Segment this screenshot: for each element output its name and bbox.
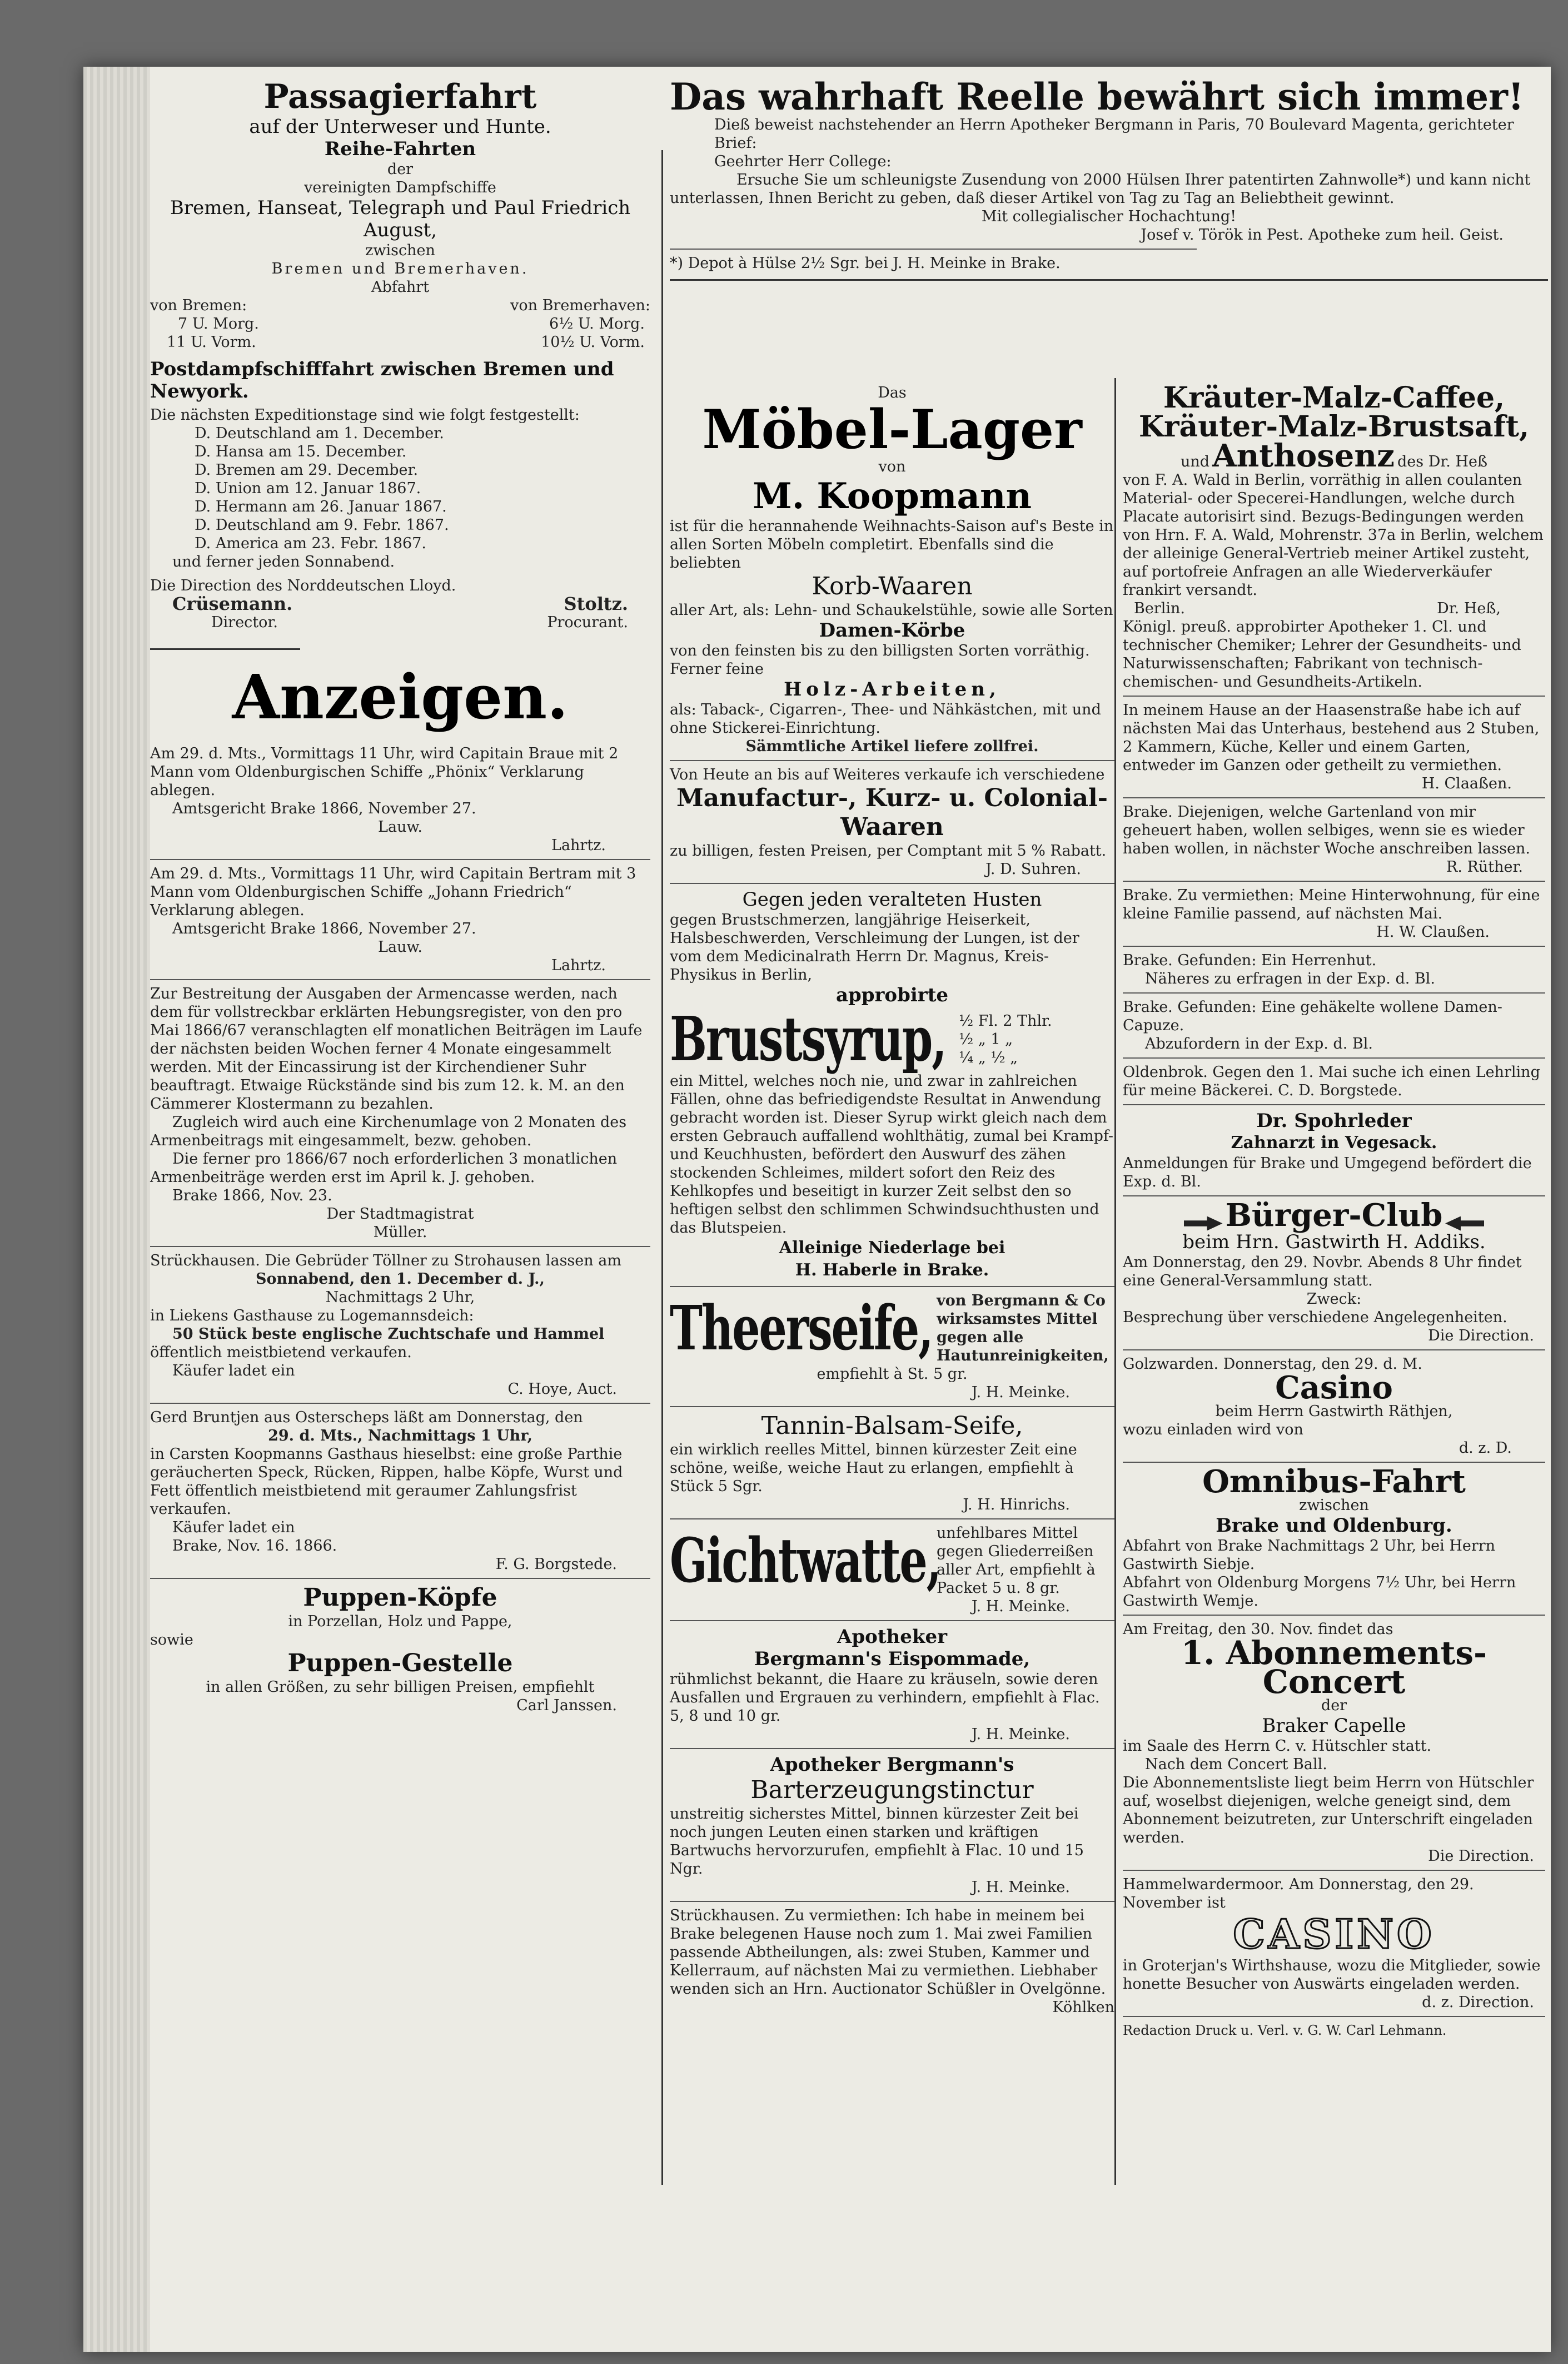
imprint: Redaction Druck u. Verl. v. G. W. Carl Lehmann. [1123, 2022, 1447, 2038]
bart-title: Barterzeugungstinctur [750, 1776, 1034, 1804]
kraeuter-text: Königl. preuß. approbirter Apotheker 1. Cl. und technischer Chemiker; Lehrer der Gesundheits- und Naturwissenschaften; Fabrikant von technisch-chemischen- und Gesundheits-Artikeln. [1123, 618, 1521, 691]
name: Lauw. [378, 938, 422, 956]
name: R. Rüther. [1446, 858, 1523, 876]
text-der: der [1321, 1696, 1347, 1714]
divider [670, 1901, 1114, 1902]
name: Carl Janssen. [516, 1697, 617, 1714]
brake-oldenburg: Brake und Oldenburg. [1216, 1514, 1452, 1537]
text-das: Das [878, 384, 907, 401]
notice-speck: Gerd Bruntjen aus Osterscheps läßt am Donnerstag, den [150, 1409, 583, 1426]
tannin-title: Tannin-Balsam-Seife, [761, 1412, 1023, 1440]
anthosenz-row [1123, 438, 1545, 474]
suhren-text: zu billigen, festen Preisen, per Comptant mit 5 % Rabatt. [670, 842, 1107, 860]
auction-text: Käufer ladet ein [172, 1519, 295, 1536]
banner-text: Ersuche Sie um schleunigste Zusendung von 2000 Hülsen Ihrer patentirten Zahnwolle*) und kann nicht unterlassen, Ihnen Bericht zu geben, daß dieser Artikel von Tag zu Tag an Beliebtheit gewinnt. [670, 171, 1531, 207]
divider [670, 1286, 1114, 1287]
divider [670, 1620, 1114, 1621]
text-der: der [387, 161, 414, 178]
name: J. H. Meinke. [971, 1598, 1070, 1615]
notice-armencasse: Zur Bestreitung der Ausgaben der Armencasse werden, nach dem für vollstreckbar erklärten Hebungsregister, von den pro Mai 1866/67 veranschlagten elf monatlichen Beiträgen im Laufe der nächsten beiden Wochen ferner 4 Monate eingesammelt werden. Mit der Eincassirung ist der Kirchendiener Suhr beauftragt. Etwaige Rückstände sind bis zum 12. k. M. an den Cämmerer Klostermann zu bezahlen. [150, 985, 643, 1113]
brustsyrup-title: Brustsyrup, [670, 1003, 946, 1075]
addiks: beim Hrn. Gastwirth H. Addiks. [1182, 1230, 1486, 1253]
theerseife-row [670, 1292, 1114, 1365]
zollfrei: Sämmtliche Artikel liefere zollfrei. [745, 738, 1039, 755]
banner-text: Geehrter Herr College: [714, 153, 892, 170]
court-line: Amtsgericht Brake 1866, November 27. [172, 920, 476, 937]
name: d. z. D. [1459, 1439, 1512, 1457]
omnibus-text: Abfahrt von Oldenburg Morgens 7½ Uhr, bei Herrn Gastwirth Wemje. [1123, 1573, 1516, 1610]
text-zwischen: zwischen [1299, 1496, 1369, 1514]
moebel-text: von den feinsten bis zu den billigsten Sorten vorräthig. Ferner feine [670, 642, 1090, 678]
vermiethen-text: Brake. Zu vermiethen: Meine Hinterwohnung, für eine kleine Familie passend, auf nächsten Mai. [1123, 887, 1540, 922]
name: H. Claaßen. [1421, 775, 1512, 792]
theerseife-price: empfiehlt à St. 5 gr. [817, 1365, 968, 1383]
divider [670, 279, 1548, 281]
casino-text: Hammelwardermoor. Am Donnerstag, den 29. November ist [1123, 1875, 1474, 1911]
list-item: D. Bremen am 29. December. [195, 461, 419, 479]
brustsyrup-row [670, 1003, 1114, 1075]
divider [1123, 1870, 1545, 1871]
puppen-title: Puppen-Köpfe [303, 1583, 497, 1612]
price: ½ Fl. 2 Thlr. [959, 1012, 1052, 1030]
signature: Crüsemann. [172, 593, 293, 614]
name: J. H. Meinke. [971, 1879, 1070, 1896]
name: Der Stadtmagistrat [326, 1205, 474, 1223]
gichtwatte-text: unfehlbares Mittel gegen Gliederreißen aller Art, empfiehlt à Packet 5 u. 8 gr. [937, 1524, 1096, 1597]
column-rule [661, 150, 663, 2185]
divider [150, 1578, 650, 1579]
braker-capelle: Braker Capelle [1262, 1714, 1406, 1737]
time: 11 U. Vorm. [167, 334, 256, 351]
list-item: D. Deutschland am 9. Febr. 1867. [195, 516, 449, 534]
moebel-text: als: Taback-, Cigarren-, Thee- und Nähkästchen, mit und ohne Stickerei-Einrichtung. [670, 701, 1101, 737]
right-column [1123, 381, 1545, 2040]
name: F. G. Borgstede. [495, 1556, 617, 1573]
omnibus-text: Abfahrt von Brake Nachmittags 2 Uhr, bei Herrn Gastwirth Siebje. [1123, 1537, 1496, 1573]
divider [1123, 696, 1545, 697]
name: Köhlken [1052, 1999, 1114, 2016]
gefunden-text: Brake. Gefunden: Ein Herrenhut. [1123, 952, 1377, 969]
column-rule [1114, 378, 1116, 2185]
signatures [150, 595, 650, 613]
divider [1123, 992, 1545, 994]
divider [670, 1518, 1114, 1519]
auction-date: Sonnabend, den 1. December d. J., [256, 1270, 545, 1288]
divider [670, 1748, 1114, 1749]
text-cities: Bremen und Bremerhaven. [271, 260, 529, 277]
gichtwatte-title: Gichtwatte, [670, 1524, 940, 1596]
vermiethen-text: Strückhausen. Zu vermiethen: Ich habe in meinem bei Brake belegenen Hause noch zum 1. Mai zwei Familien passende Abtheilungen, als: zwei Stuben, Kammer und Kellerraum, auf nächsten Mai zu vermiethen. Liebhaber wenden sich an Hrn. Auctionator Schüßler in Ovelgönne. [670, 1907, 1106, 1998]
gefunden-text: Brake. Gefunden: Eine gehäkelte wollene Damen-Capuze. [1123, 999, 1502, 1034]
name: H. W. Claußen. [1376, 923, 1490, 941]
casino-text: wozu einladen wird von [1123, 1421, 1303, 1438]
post-intro: Die nächsten Expeditionstage sind wie folgt festgestellt: [150, 406, 580, 424]
divider [150, 1403, 650, 1404]
banner-text: Josef v. Török in Pest. Apotheke zum heil. Geist. [1141, 226, 1504, 244]
text-zwischen: zwischen [365, 242, 435, 259]
name: Die Direction. [1428, 1847, 1534, 1865]
auction-text: in Carsten Koopmanns Gasthaus hieselbst: eine große Parthie geräucherten Speck, Rücken, Rippen, halbe Köpfe, Wurst und Fett öffentlich meistbietend mit geraumer Zahlungsfrist verkaufen. [150, 1446, 623, 1518]
reihe-fahrten: Reihe-Fahrten [324, 138, 476, 160]
divider [1123, 1349, 1545, 1350]
zahnarzt: Zahnarzt in Vegesack. [1231, 1133, 1437, 1153]
tannin-text: ein wirklich reelles Mittel, binnen kürzester Zeit eine schöne, weiße, weiche Haut zu erlangen, empfiehlt à Stück 5 Sgr. [670, 1441, 1077, 1495]
court-line: Amtsgericht Brake 1866, November 27. [172, 800, 476, 817]
divider [1123, 797, 1545, 798]
gestelle-title: Puppen-Gestelle [287, 1649, 513, 1677]
banner-text: Mit collegialischer Hochachtung! [981, 208, 1237, 225]
concert-title: 1. Abonnements-Concert [1181, 1633, 1487, 1701]
gefunden-text: Näheres zu erfragen in der Exp. d. Bl. [1145, 970, 1435, 987]
col-bremerhaven: von Bremerhaven: [510, 297, 650, 314]
name: J. H. Meinke. [971, 1726, 1070, 1743]
kraeuter-text: von F. A. Wald in Berlin, vorräthig in allen coulanten Material- oder Specerei-Handlungen, welche durch Placate autorisirt sind. Bezugs-Bedingungen werden von Hrn. F. A. Wald, Mohrenstr. 37a in Berlin, welchem der alleinige General-Vertrieb meiner Artikel zusteht, auf portofreie Anfragen an alle Wiederverkäufer frankirt versandt. [1123, 471, 1544, 599]
ship-names: Bremen, Hanseat, Telegraph und Paul Friedrich August, [170, 197, 631, 241]
lehrling-text: Oldenbrok. Gegen den 1. Mai suche ich einen Lehrling für meine Bäckerei. C. D. Borgstede. [1123, 1064, 1540, 1099]
divider [150, 979, 650, 980]
auction-item: 50 Stück beste englische Zuchtschafe und Hammel [172, 1325, 605, 1343]
divider [670, 760, 1114, 761]
divider [670, 249, 1197, 250]
time: 10½ U. Vorm. [541, 334, 645, 351]
concert-text: im Saale des Herrn C. v. Hütschler statt. [1123, 1737, 1432, 1755]
passagierfahrt-title: Passagierfahrt [263, 77, 537, 116]
col-bremen: von Bremen: [150, 297, 247, 314]
signature: Stoltz. [564, 593, 628, 614]
moebel-title: Möbel-Lager [702, 398, 1082, 461]
price: ½ „ 1 „ [959, 1030, 1013, 1048]
garten-text: Brake. Diejenigen, welche Gartenland von mir geheuert haben, wollen selbiges, wenn sie es wieder haben wollen, in nächster Woche anschreiben lassen. [1123, 803, 1530, 857]
name: Die Direction. [1428, 1327, 1534, 1344]
name: J. H. Hinrichs. [963, 1496, 1070, 1513]
divider [1123, 946, 1545, 947]
zweck: Zweck: [1306, 1290, 1362, 1308]
timetable-header [150, 296, 650, 315]
name: C. Hoye, Auct. [507, 1380, 617, 1398]
holz-title: Holz-Arbeiten, [784, 678, 1000, 701]
list-item: D. America am 23. Febr. 1867. [195, 535, 426, 552]
top-banner [670, 75, 1548, 287]
eispommade-text: rühmlichst bekannt, die Haare zu kräuseln, sowie deren Ausfallen und Ergrauen zu verhindern, empfiehlt à Flac. 5, 8 und 10 gr. [670, 1671, 1100, 1725]
divider [1123, 1462, 1545, 1463]
husten-text: ein Mittel, welches noch nie, und zwar in zahlreichen Fällen, ohne das befriedigendste Resultat in Anwendung gebracht worden ist. Dieser Syrup wirkt gleich nach dem ersten Gebrauch auffallend wohlthätig, zumal bei Krampf- und Keuchhusten, befördert den Auswurf des zähen stockenden Schleimes, mildert sofort den Reiz des Kehlkopfes und beseitigt in kurzer Zeit selbst den so heftigen selbst den schlimmen Schwindsuchthusten und das Blutspeien. [670, 1072, 1114, 1236]
name: Lahrtz. [551, 837, 606, 854]
divider [1123, 1195, 1545, 1196]
divider [150, 859, 650, 860]
concert-text: Die Abonnementsliste liegt beim Herrn von Hütschler auf, woselbst diejenigen, welche geneigt sind, dem Abonnement beizutreten, zur Unterschrift eingeladen werden. [1123, 1774, 1534, 1846]
gichtwatte-row [670, 1524, 1114, 1597]
husten-title: Gegen jeden veralteten Husten [742, 888, 1042, 911]
bart-text: unstreitig sicherstes Mittel, binnen kürzester Zeit bei noch jungen Leuten einen starken und kräftigen Bartwuchs hervorzurufen, empfiehlt à Flac. 10 und 15 Ngr. [670, 1805, 1084, 1878]
timetable-row [150, 333, 650, 351]
theerseife-text: von Bergmann & Co wirksamstes Mittel gegen alle Hautunreinigkeiten, [937, 1292, 1109, 1364]
casino-title: Casino [1275, 1369, 1393, 1406]
name: Dr. Heß, [1437, 600, 1501, 617]
berlin-row [1123, 599, 1545, 618]
sig-title: Director. [211, 614, 278, 631]
sig-title: Procurant. [547, 614, 628, 631]
gestelle-sub: in allen Größen, zu sehr billigen Preisen, empfiehlt [206, 1678, 595, 1696]
name: J. D. Suhren. [985, 861, 1081, 878]
husten-text: gegen Brustschmerzen, langjährige Heiserkeit, Halsbeschwerden, Verschleimung der Lungen, ist der vom dem Medicinalrath Herrn Dr. Magnus, Kreis-Physikus in Berlin, [670, 911, 1079, 984]
divider [1123, 881, 1545, 882]
haberle: H. Haberle in Brake. [795, 1260, 989, 1280]
casino-text: beim Herrn Gastwirth Räthjen, [1215, 1402, 1453, 1420]
banner-title: Das wahrhaft Reelle bewährt sich immer! [670, 75, 1524, 118]
text-und: und [1180, 453, 1210, 470]
casino-outline-title: CASINO [1233, 1910, 1435, 1958]
banner-footnote: *) Depot à Hülse 2½ Sgr. bei J. H. Meinke in Brake. [670, 255, 1061, 272]
auction-date: 29. d. Mts., Nachmittags 1 Uhr, [268, 1427, 532, 1444]
sig-titles [150, 613, 650, 632]
notice-johann: Am 29. d. Mts., Vormittags 11 Uhr, wird Capitain Bertram mit 3 Mann vom Oldenburgischen Schiffe „Johann Friedrich“ Verklarung ablegen. [150, 865, 636, 919]
buerger-club-title: Bürger-Club [1225, 1197, 1443, 1234]
divider [1123, 1104, 1545, 1105]
text-verein: vereinigten Dampfschiffe [304, 179, 496, 196]
name: d. z. Direction. [1422, 1993, 1534, 2011]
niederlage: Alleinige Niederlage bei [779, 1238, 1005, 1258]
concert-ball: Nach dem Concert Ball. [1145, 1755, 1327, 1773]
divider [150, 648, 300, 650]
auction-place: in Liekens Gasthause zu Logemannsdeich: [150, 1307, 474, 1324]
post-dates [150, 424, 650, 553]
club-text: Besprechung über verschiedene Angelegenheiten. [1123, 1308, 1507, 1326]
list-item: D. Deutschland am 1. December. [195, 425, 444, 442]
suhren-text: Von Heute an bis auf Weiteres verkaufe ich verschiedene [670, 766, 1105, 783]
name: Lahrtz. [551, 957, 606, 974]
date-line: Brake, Nov. 16. 1866. [172, 1537, 337, 1555]
notice-text: Zugleich wird auch eine Kirchenumlage von 2 Monaten des Armenbeitrags mit eingesammelt, bezw. gehoben. [150, 1114, 627, 1149]
kraeuter-brustsaft: Kräuter-Malz-Brustsaft, [1138, 410, 1530, 444]
approbirte: approbirte [835, 984, 949, 1006]
theerseife-title: Theerseife, [670, 1292, 933, 1364]
banner-text: Dieß beweist nachstehender an Herrn Apotheker Bergmann in Paris, 70 Boulevard Magenta, gerichteter Brief: [714, 116, 1514, 152]
divider [1123, 1615, 1545, 1616]
price-list [959, 1012, 1052, 1067]
date-line: Brake 1866, Nov. 23. [172, 1187, 332, 1204]
auction-text: Käufer ladet ein [172, 1362, 295, 1379]
divider [1123, 1057, 1545, 1059]
apotheker: Apotheker Bergmann's [770, 1754, 1014, 1776]
zahnarzt-text: Anmeldungen für Brake und Umgegend befördert die Exp. d. Bl. [1123, 1155, 1532, 1190]
apotheker: Apotheker [837, 1626, 947, 1648]
spohrleder: Dr. Spohrleder [1256, 1110, 1412, 1132]
casino-text: Golzwarden. Donnerstag, den 29. d. M. [1123, 1355, 1422, 1373]
buerger-club-row [1123, 1197, 1545, 1234]
post-end: und ferner jeden Sonnabend. [172, 553, 395, 570]
notice-auction: Strückhausen. Die Gebrüder Töllner zu Strohausen lassen am [150, 1252, 621, 1269]
pointing-hand-icon [1184, 1216, 1223, 1231]
list-item: D. Hansa am 15. December. [195, 443, 407, 460]
auction-time: Nachmittags 2 Uhr, [325, 1289, 475, 1306]
timetable-row [150, 315, 650, 333]
text-sowie: sowie [150, 1631, 193, 1648]
name: J. H. Meinke. [971, 1384, 1070, 1401]
passagierfahrt-sub: auf der Unterweser und Hunte. [249, 116, 551, 138]
notice-text: Die ferner pro 1866/67 noch erforderlichen 3 monatlichen Armenbeiträge werden erst im April k. J. gehoben. [150, 1150, 618, 1186]
damen-title: Damen-Körbe [819, 619, 965, 642]
price: ¼ „ ½ „ [959, 1049, 1018, 1066]
manufactur-title: Manufactur-, Kurz- u. Colonial-Waaren [676, 784, 1108, 841]
time: 7 U. Morg. [178, 315, 259, 332]
text-hess: des Dr. Heß [1397, 453, 1488, 470]
korb-title: Korb-Waaren [812, 572, 973, 600]
divider [150, 1246, 650, 1247]
moebel-text: ist für die herannahende Weihnachts-Saison auf's Beste in allen Sorten Möbeln completirt. Ebenfalls sind die beliebten [670, 518, 1114, 572]
casino-text: in Groterjan's Wirthshause, wozu die Mitglieder, sowie honette Besucher von Auswärts eingeladen werden. [1123, 1956, 1541, 1993]
name: Lauw. [378, 818, 422, 836]
koopmann: M. Koopmann [753, 475, 1032, 517]
eispommade-title: Bergmann's Eispommade, [754, 1648, 1031, 1670]
text-von: von [878, 458, 906, 475]
left-column [150, 78, 650, 1715]
auction-text: öffentlich meistbietend verkaufen. [150, 1344, 412, 1361]
omnibus-title: Omnibus-Fahrt [1202, 1463, 1466, 1500]
time: 6½ U. Morg. [549, 315, 645, 332]
anthosenz: Anthosenz [1212, 438, 1395, 474]
concert-text: Am Freitag, den 30. Nov. findet das [1123, 1620, 1393, 1638]
name: Müller. [373, 1224, 427, 1241]
puppen-sub: in Porzellan, Holz und Pappe, [288, 1613, 512, 1630]
divider [670, 1406, 1114, 1407]
pointing-hand-icon [1445, 1216, 1484, 1231]
text-abfahrt: Abfahrt [371, 279, 430, 296]
text-berlin: Berlin. [1134, 600, 1185, 617]
divider [670, 883, 1114, 884]
kraeuter-caffee: Kräuter-Malz-Caffee, [1163, 381, 1505, 415]
gefunden-text: Abzufordern in der Exp. d. Bl. [1145, 1035, 1373, 1052]
list-item: D. Hermann am 26. Januar 1867. [195, 498, 447, 515]
club-text: Am Donnerstag, den 29. Novbr. Abends 8 Uhr findet eine General-Versammlung statt. [1123, 1253, 1522, 1289]
moebel-text: aller Art, als: Lehn- und Schaukelstühle, sowie alle Sorten [670, 602, 1113, 619]
page-stack-edge [83, 67, 150, 2352]
post-title: Postdampfschifffahrt zwischen Bremen und Newyork. [150, 358, 614, 403]
notice-phoenix: Am 29. d. Mts., Vormittags 11 Uhr, wird Capitain Braue mit 2 Mann vom Oldenburgischen Schiffe „Phönix“ Verklarung ablegen. [150, 745, 619, 799]
lloyd: Die Direction des Norddeutschen Lloyd. [150, 577, 456, 594]
middle-column [670, 384, 1114, 2017]
anzeigen-title: Anzeigen. [232, 661, 569, 733]
divider [1123, 2016, 1545, 2017]
haus-text: In meinem Hause an der Haasenstraße habe ich auf nächsten Mai das Unterhaus, bestehend aus 2 Stuben, 2 Kammern, Küche, Keller und einem Garten, entweder im Ganzen oder getheilt zu vermiethen. [1123, 702, 1540, 774]
list-item: D. Union am 12. Januar 1867. [195, 480, 421, 497]
